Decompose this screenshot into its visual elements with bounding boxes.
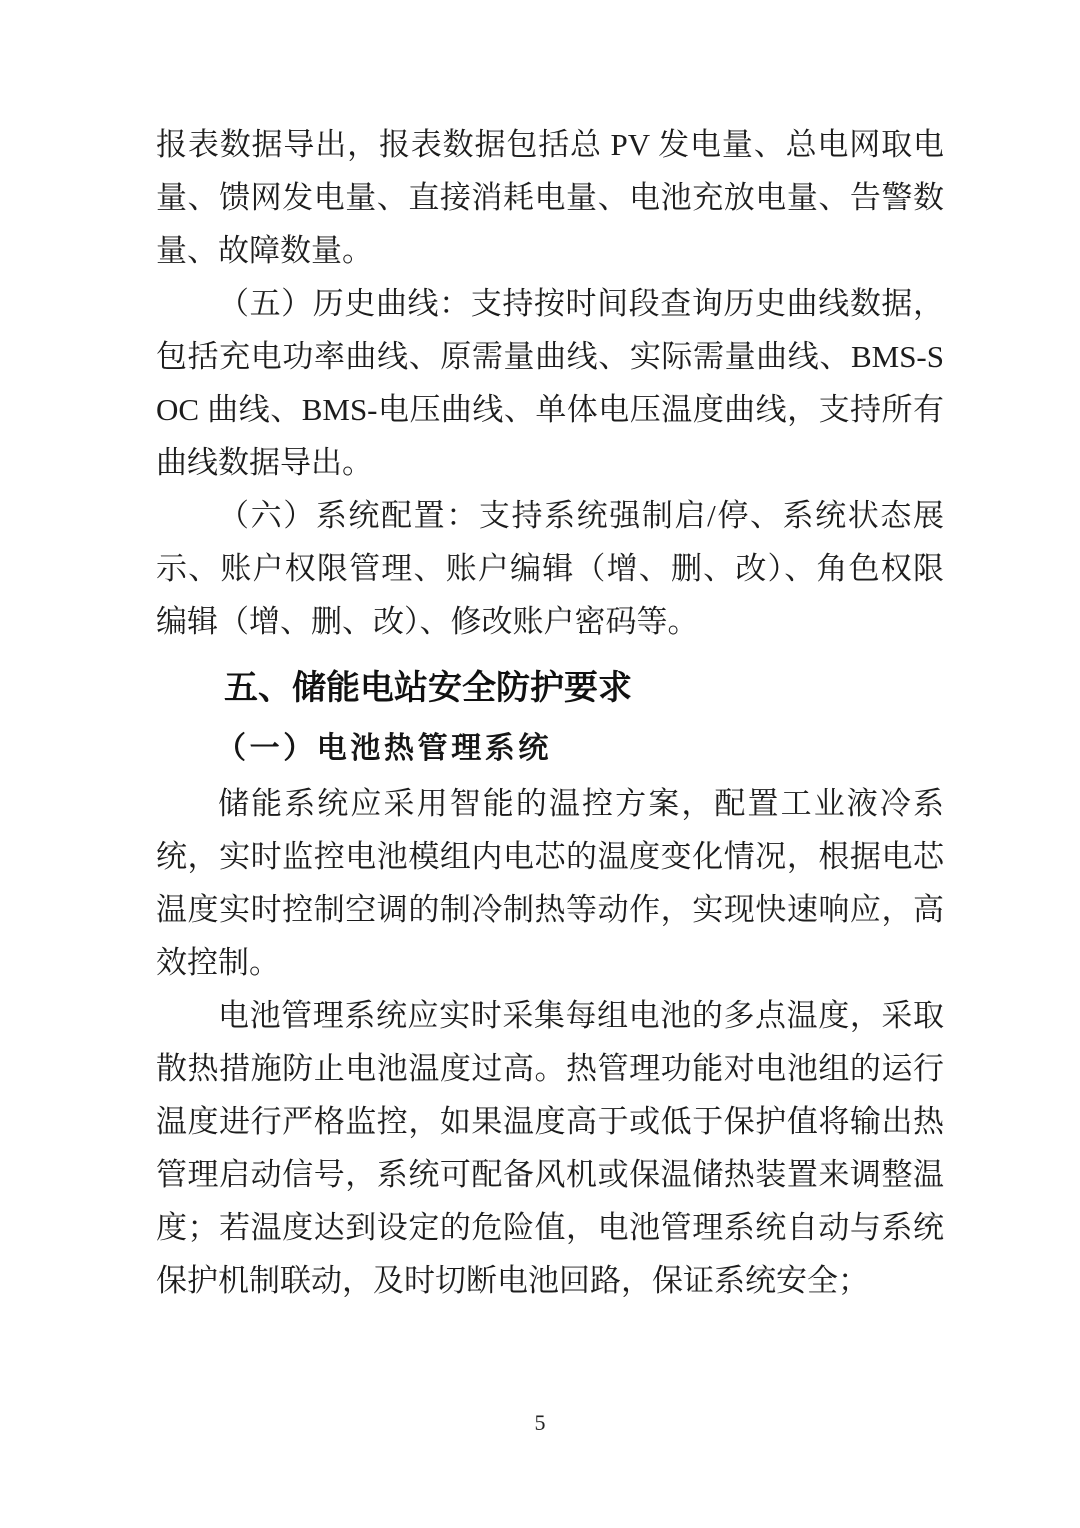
paragraph-thermal-control: 储能系统应采用智能的温控方案，配置工业液冷系统，实时监控电池模组内电芯的温度变化情况，根据电芯温度实时控制空调的制冷制热等动作，实现快速响应，高效控制。 [156,786,944,980]
paragraph-report-export: 报表数据导出，报表数据包括总 PV 发电量、总电网取电量、馈网发电量、直接消耗电量、电池充放电量、告警数量、故障数量。 [156,127,944,268]
section-heading: 五、储能电站安全防护要求 [224,669,632,707]
subsection-heading: （一）电池热管理系统 [216,732,552,765]
page-number: 5 [534,1410,546,1435]
paragraph-battery-management: 电池管理系统应实时采集每组电池的多点温度，采取散热措施防止电池温度过高。热管理功能对电池组的运行温度进行严格监控，如果温度高于或低于保护值将输出热管理启动信号，系统可配备风机或保温储热装置来调整温度；若温度达到设定的危险值，电池管理系统自动与系统保护机制联动，及时切断电池回路，保证系统安全； [156,998,944,1298]
paragraph-system-config: （六）系统配置：支持系统强制启/停、系统状态展示、账户权限管理、账户编辑（增、删、改）、角色权限编辑（增、删、改）、修改账户密码等。 [156,498,944,639]
page-content [156,118,944,1307]
paragraph-history-curves: （五）历史曲线：支持按时间段查询历史曲线数据，包括充电功率曲线、原需量曲线、实际需量曲线、BMS-SOC 曲线、BMS-电压曲线、单体电压温度曲线，支持所有曲线数据导出。 [156,286,944,480]
